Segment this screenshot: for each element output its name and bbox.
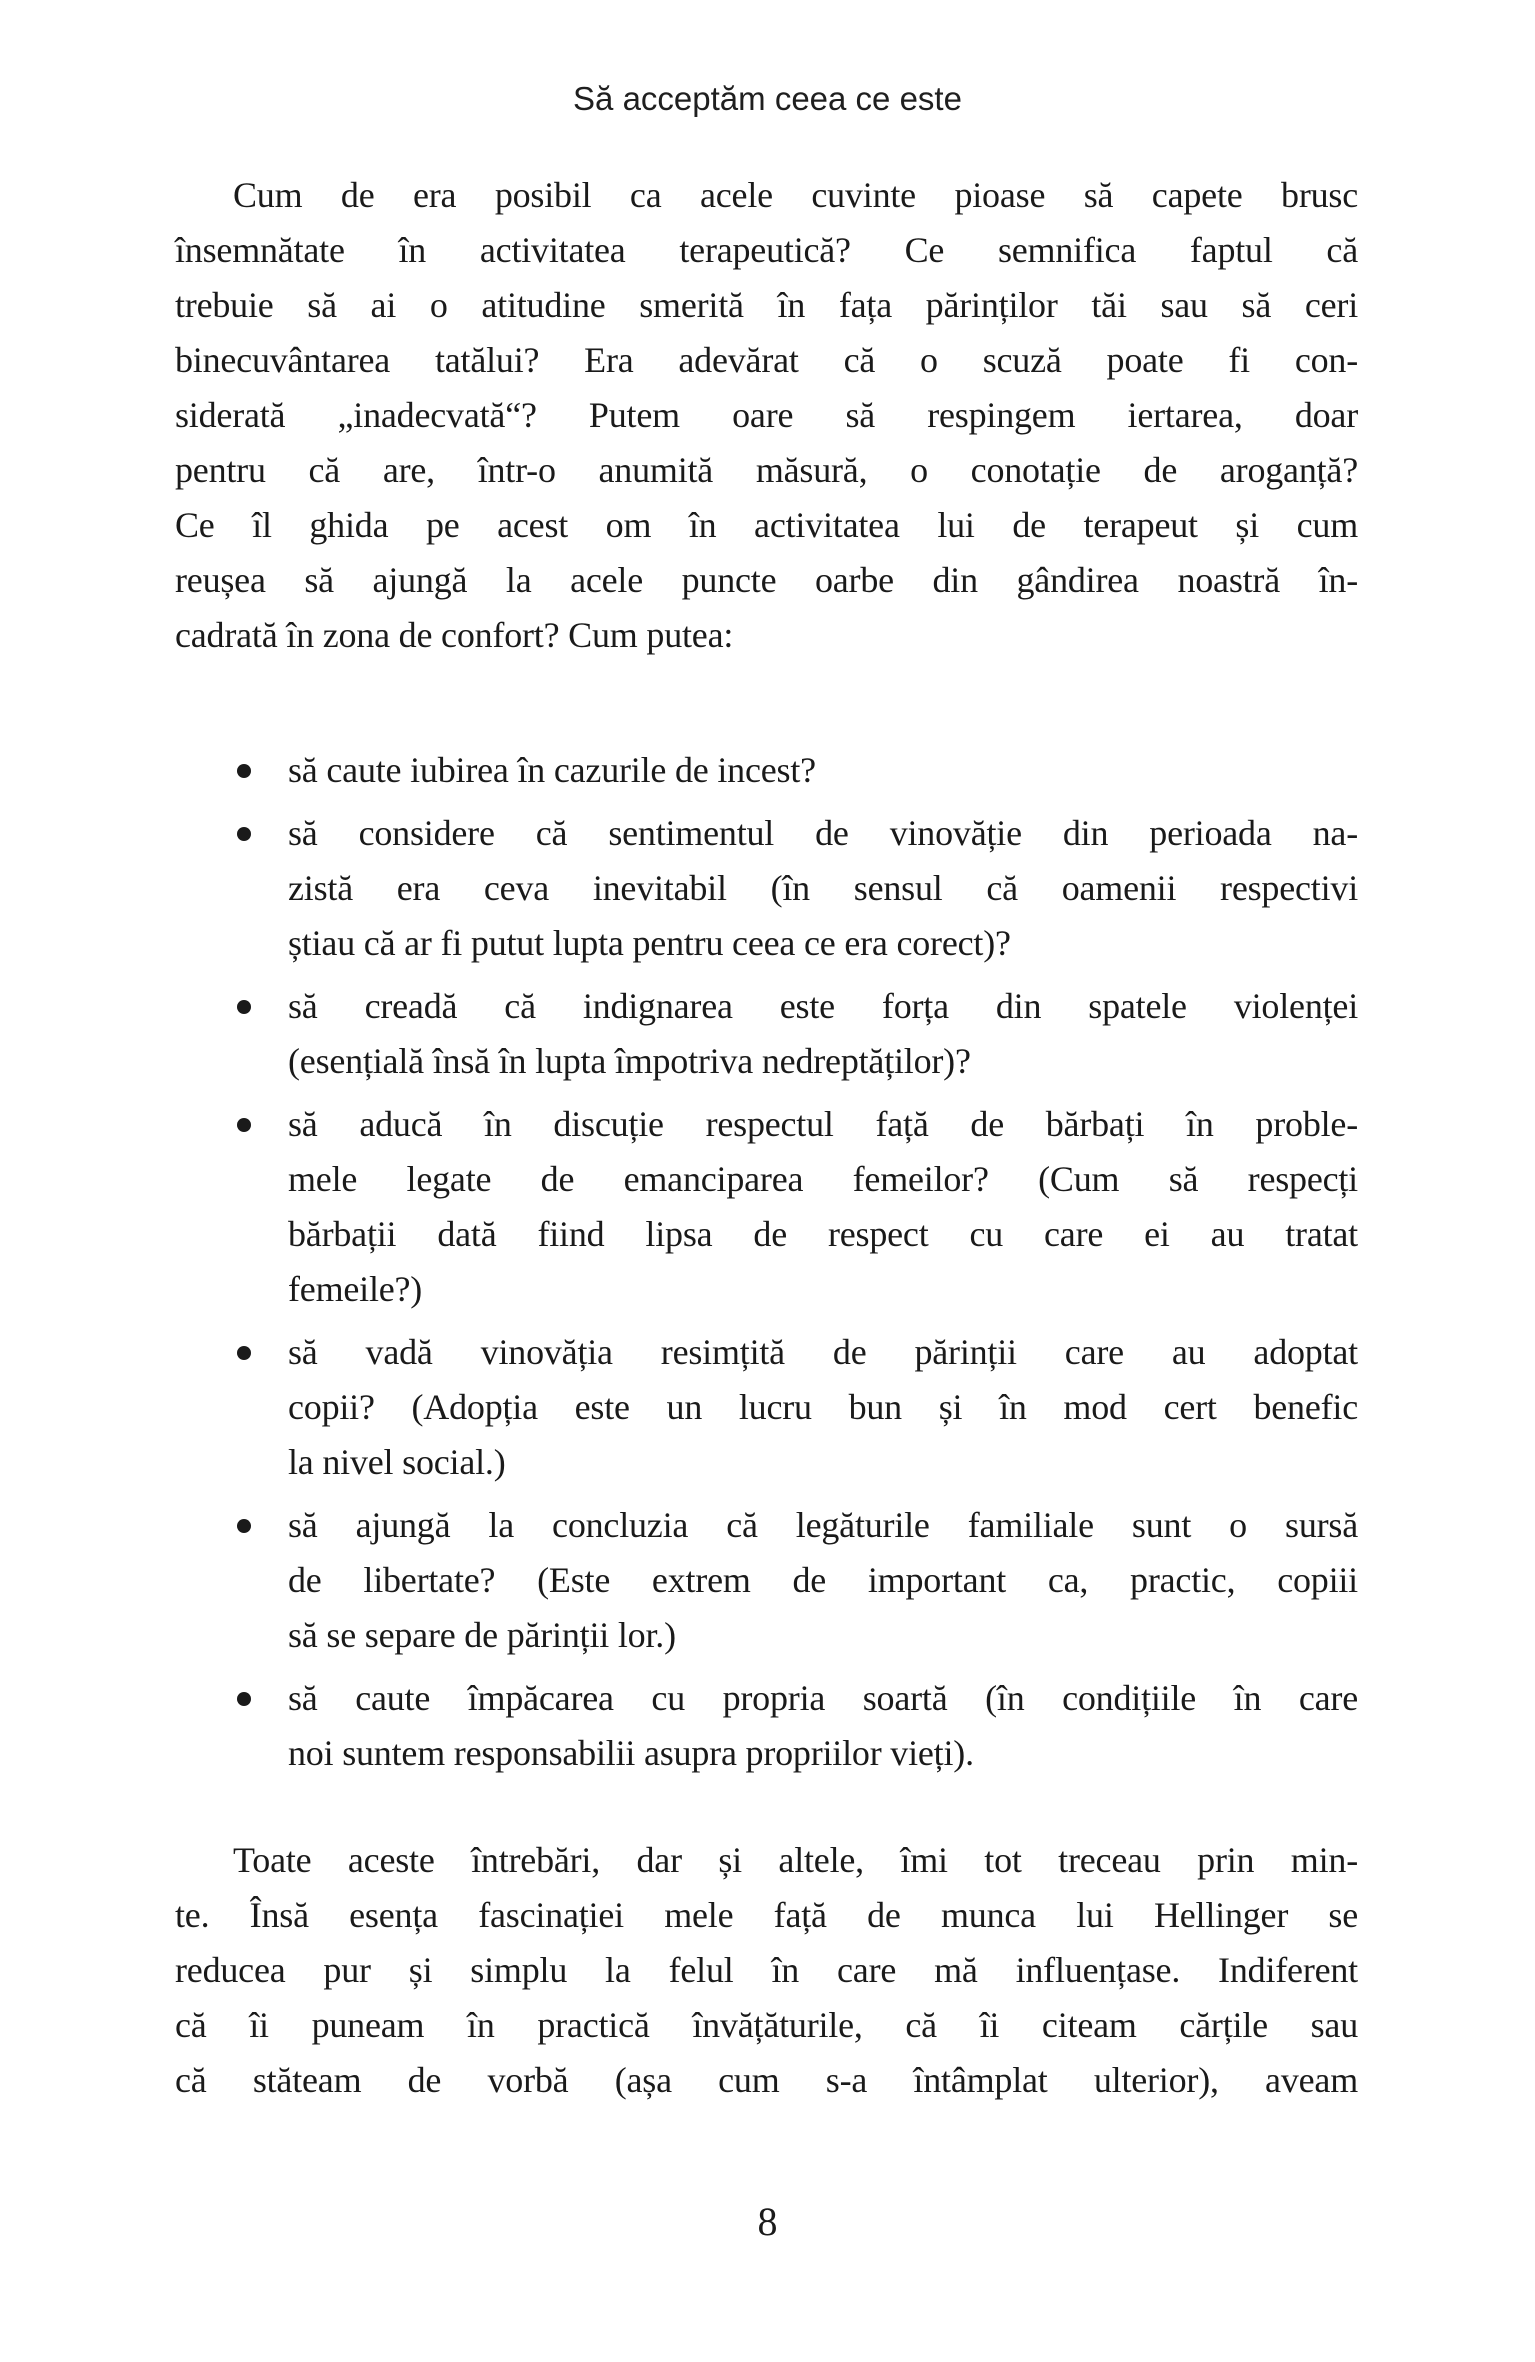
bullet-icon (237, 1692, 251, 1706)
text-line: mele legate de emanciparea femeilor? (Cum să respecți (288, 1159, 1358, 1199)
text-line: să creadă că indignarea este forța din spatele violenței (288, 986, 1358, 1026)
text-line: la nivel social.) (288, 1442, 506, 1482)
text-line: să se separe de părinții lor.) (288, 1615, 676, 1655)
text-line: cadrată în zona de confort? Cum putea: (175, 615, 734, 655)
bullet-text (288, 1671, 1358, 1781)
bullet-icon (237, 1519, 251, 1533)
bullet-item (175, 1671, 1358, 1781)
bullet-icon (237, 764, 251, 778)
text-line: să considere că sentimentul de vinovăție din perioada na- (288, 813, 1358, 853)
text-line: Cum de era posibil ca acele cuvinte pioase să capete brusc (233, 175, 1358, 215)
text-line: siderată „inadecvată“? Putem oare să respingem iertarea, doar (175, 395, 1358, 435)
bullet-item (175, 979, 1358, 1089)
paragraph-1 (175, 168, 1358, 663)
text-line: Ce îl ghida pe acest om în activitatea lui de terapeut și cum (175, 505, 1358, 545)
text-line: Toate aceste întrebări, dar și altele, îmi tot treceau prin min- (233, 1840, 1358, 1880)
bullet-text (288, 1097, 1358, 1317)
text-line: te. Însă esența fascinației mele față de munca lui Hellinger se (175, 1895, 1358, 1935)
text-line: de libertate? (Este extrem de important ca, practic, copiii (288, 1560, 1358, 1600)
text-line: reușea să ajungă la acele puncte oarbe din gândirea noastră în- (175, 560, 1358, 600)
text-line: (esențială însă în lupta împotriva nedreptăților)? (288, 1041, 971, 1081)
bullet-text (288, 1325, 1358, 1490)
text-line: bărbații dată fiind lipsa de respect cu care ei au tratat (288, 1214, 1358, 1254)
text-line: însemnătate în activitatea terapeutică? Ce semnifica faptul că (175, 230, 1358, 270)
bullet-list (175, 743, 1358, 1781)
text-line: trebuie să ai o atitudine smerită în fața părinților tăi sau să ceri (175, 285, 1358, 325)
bullet-text (288, 1498, 1358, 1663)
text-line: copii? (Adopția este un lucru bun și în mod cert benefic (288, 1387, 1358, 1427)
text-line: reducea pur și simplu la felul în care mă influențase. Indiferent (175, 1950, 1358, 1990)
bullet-icon (237, 1000, 251, 1014)
text-line: să vadă vinovăția resimțită de părinții care au adoptat (288, 1332, 1358, 1372)
bullet-text (288, 979, 1358, 1089)
text-line: că stăteam de vorbă (așa cum s-a întâmplat ulterior), aveam (175, 2060, 1358, 2100)
bullet-item (175, 1097, 1358, 1317)
text-line: zistă era ceva inevitabil (în sensul că oamenii respectivi (288, 868, 1358, 908)
text-line: să ajungă la concluzia că legăturile familiale sunt o sursă (288, 1505, 1358, 1545)
page-number: 8 (757, 2199, 778, 2244)
bullet-item (175, 806, 1358, 971)
bullet-item (175, 743, 1358, 798)
text-line: binecuvântarea tatălui? Era adevărat că o scuză poate fi con- (175, 340, 1358, 380)
text-line: să caute împăcarea cu propria soartă (în condițiile în care (288, 1678, 1358, 1718)
running-head: Să acceptăm ceea ce este (573, 80, 962, 117)
text-line: noi suntem responsabilii asupra propriilor vieți). (288, 1733, 974, 1773)
bullet-icon (237, 1346, 251, 1360)
text-line: să caute iubirea în cazurile de incest? (288, 750, 816, 790)
bullet-text (288, 743, 1358, 798)
bullet-item (175, 1325, 1358, 1490)
text-block (175, 168, 1358, 2108)
text-line: femeile?) (288, 1269, 423, 1309)
text-line: știau că ar fi putut lupta pentru ceea ce era corect)? (288, 923, 1011, 963)
text-line: că îi puneam în practică învățăturile, că îi citeam cărțile sau (175, 2005, 1358, 2045)
bullet-text (288, 806, 1358, 971)
bullet-icon (237, 827, 251, 841)
bullet-item (175, 1498, 1358, 1663)
bullet-icon (237, 1118, 251, 1132)
text-line: să aducă în discuție respectul față de bărbați în proble- (288, 1104, 1358, 1144)
text-line: pentru că are, într-o anumită măsură, o conotație de aroganță? (175, 450, 1358, 490)
paragraph-2 (175, 1833, 1358, 2108)
